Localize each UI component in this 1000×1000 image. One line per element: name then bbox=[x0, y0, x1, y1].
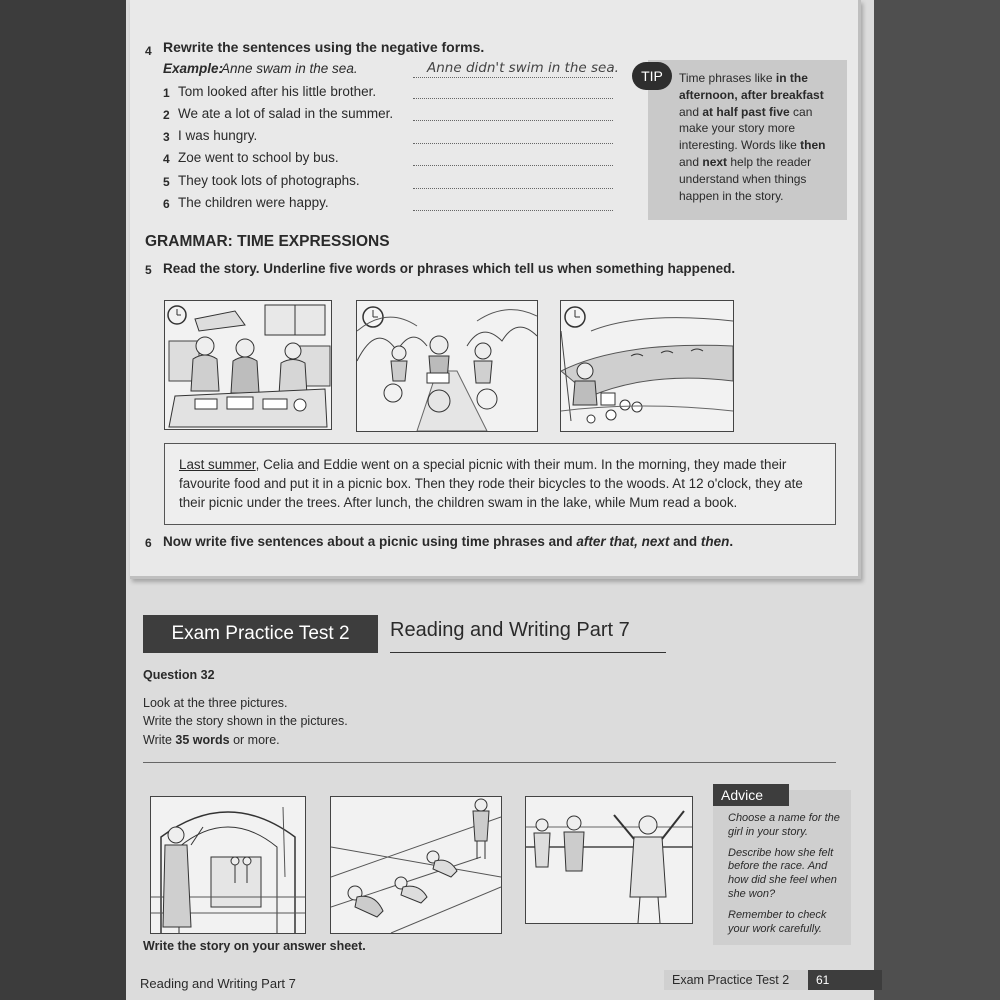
item-number: 4 bbox=[163, 152, 170, 166]
item-sentence: Zoe went to school by bus. bbox=[178, 150, 339, 165]
answer-line[interactable] bbox=[413, 98, 613, 99]
item-number: 3 bbox=[163, 130, 170, 144]
exam-tag: Exam Practice Test 2 bbox=[143, 615, 378, 653]
divider bbox=[143, 762, 836, 763]
exercise-instruction: Read the story. Underline five words or phrases which tell us when something happened. bbox=[163, 261, 736, 276]
item-number: 5 bbox=[163, 175, 170, 189]
story-text: Last summer, Celia and Eddie went on a special picnic with their mum. In the morning, they made their favourite food and put it in a picnic box. Then they rode their bicycles to the woods. At 12 o'clock, they ate their picnic under the trees. After lunch, the children swam in the lake, while Mum read a book. bbox=[179, 457, 803, 510]
answer-line[interactable] bbox=[413, 120, 613, 121]
exercise-instruction: Rewrite the sentences using the negative forms. bbox=[163, 39, 485, 55]
example-answer: Anne didn't swim in the sea. bbox=[427, 60, 619, 76]
exercise-number: 5 bbox=[145, 263, 152, 277]
advice-heading: Advice bbox=[713, 784, 789, 806]
question-label: Question 32 bbox=[143, 668, 215, 682]
background-right bbox=[874, 0, 1000, 1000]
story-box bbox=[164, 443, 836, 525]
tip-text: Time phrases like in the afternoon, after breakfast and at half past five can make your story more interesting. Words like then and next help the reader understand when things happen in the story. bbox=[679, 71, 826, 203]
instruction-line: Write 35 words or more. bbox=[143, 733, 280, 747]
tip-badge: TIP bbox=[632, 62, 672, 90]
item-number: 2 bbox=[163, 108, 170, 122]
answer-sheet-note: Write the story on your answer sheet. bbox=[143, 939, 366, 953]
answer-line[interactable] bbox=[413, 165, 613, 166]
exam-title: Reading and Writing Part 7 bbox=[390, 619, 630, 641]
item-sentence: The children were happy. bbox=[178, 195, 329, 210]
race-start-illustration bbox=[330, 796, 502, 934]
exercise-instruction: Now write five sentences about a picnic using time phrases and after that, next and then. bbox=[163, 534, 734, 549]
exercise-number: 4 bbox=[145, 44, 152, 58]
background-left bbox=[0, 0, 126, 1000]
page-number: 61 bbox=[808, 970, 882, 990]
item-number: 6 bbox=[163, 197, 170, 211]
answer-line[interactable] bbox=[413, 188, 613, 189]
school-illustration bbox=[150, 796, 306, 934]
race-finish-illustration bbox=[525, 796, 693, 924]
advice-text: Choose a name for the girl in your story. Describe how she felt before the race. And how did she feel when she won? Remember to check your work carefully. bbox=[728, 812, 840, 935]
answer-line[interactable] bbox=[413, 143, 613, 144]
item-sentence: We ate a lot of salad in the summer. bbox=[178, 106, 394, 121]
underlined-phrase: Last summer bbox=[179, 457, 256, 472]
answer-line bbox=[413, 77, 613, 78]
item-sentence: I was hungry. bbox=[178, 128, 258, 143]
lake-illustration bbox=[560, 300, 734, 432]
cycling-illustration bbox=[356, 300, 538, 432]
item-number: 1 bbox=[163, 86, 170, 100]
kitchen-illustration bbox=[164, 300, 332, 430]
instruction-line: Look at the three pictures. bbox=[143, 696, 288, 710]
exercise-number: 6 bbox=[145, 536, 152, 550]
answer-line[interactable] bbox=[413, 210, 613, 211]
example-sentence: Anne swam in the sea. bbox=[221, 61, 358, 76]
instruction-line: Write the story shown in the pictures. bbox=[143, 714, 348, 728]
footer-left: Reading and Writing Part 7 bbox=[140, 976, 296, 991]
footer-right: Exam Practice Test 2 bbox=[672, 973, 790, 987]
divider bbox=[390, 652, 666, 653]
section-heading: GRAMMAR: TIME EXPRESSIONS bbox=[145, 233, 390, 250]
example-label: Example: bbox=[163, 61, 224, 76]
item-sentence: They took lots of photographs. bbox=[178, 173, 360, 188]
item-sentence: Tom looked after his little brother. bbox=[178, 84, 377, 99]
